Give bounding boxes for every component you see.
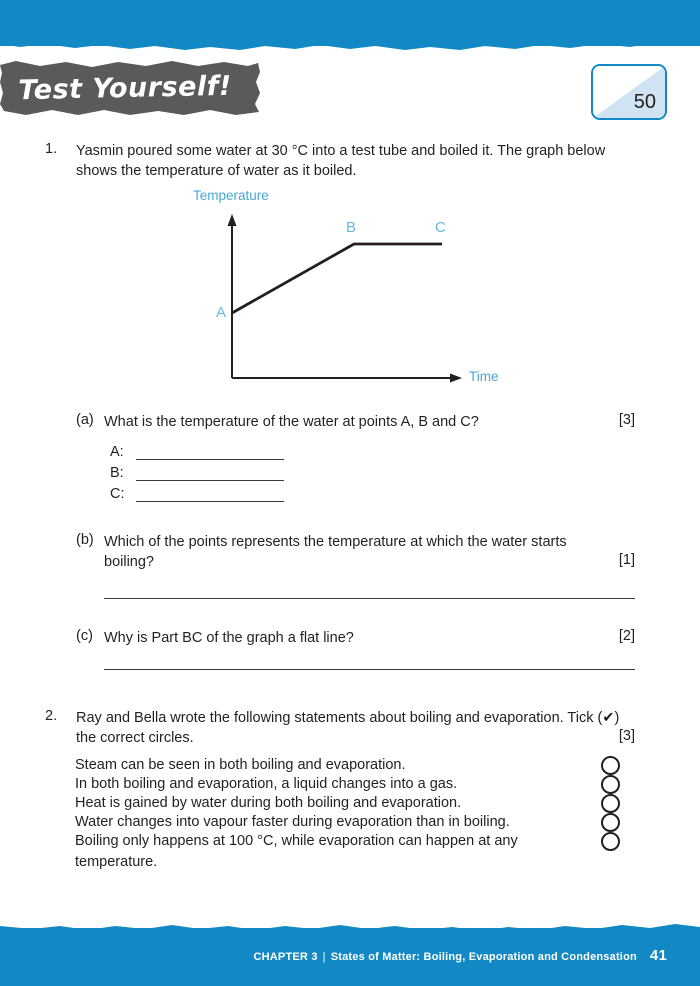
question-2-text: Ray and Bella wrote the following statements about boiling and evaporation. Tick (✔) the correct circles. (76, 710, 620, 746)
footer-separator: | (322, 951, 326, 963)
bottom-torn-edge (0, 920, 700, 934)
test-yourself-title: Test Yourself! (17, 70, 233, 106)
answer-line-a[interactable] (136, 459, 284, 460)
question-1c-text: Why is Part BC of the graph a flat line? (104, 630, 354, 646)
heating-curve-graph (180, 190, 520, 395)
score-total: 50 (633, 91, 656, 113)
tick-circle[interactable] (601, 756, 620, 775)
question-1c-marks: [2] (618, 628, 635, 644)
footer-chapter: CHAPTER 3 (253, 951, 318, 963)
question-2-marks: [3] (618, 728, 635, 744)
graph-x-axis-label: Time (469, 369, 499, 384)
score-box[interactable] (591, 64, 667, 120)
graph-point-label-c: C (435, 219, 446, 236)
tick-circle[interactable] (601, 813, 620, 832)
test-yourself-banner (0, 60, 262, 116)
question-1a-text: What is the temperature of the water at points A, B and C? (104, 414, 479, 430)
statement-item: Heat is gained by water during both boiling and evaporation. (75, 795, 462, 811)
footer-page-number: 41 (649, 947, 667, 964)
question-1a-label: (a) (76, 412, 94, 428)
statement-item: Steam can be seen in both boiling and evaporation. (75, 757, 406, 773)
statement-item: Water changes into vapour faster during evaporation than in boiling. (75, 814, 510, 830)
page-header (0, 60, 700, 122)
answer-line-b[interactable] (136, 480, 284, 481)
answer-tag-b: B: (110, 465, 124, 481)
question-1-text: Yasmin poured some water at 30 °C into a test tube and boiled it. The graph below shows the temperature of water as it boiled. (76, 143, 606, 179)
answer-line-c[interactable] (136, 501, 284, 502)
statement-item: Boiling only happens at 100 °C, while evaporation can happen at any temperature. (75, 833, 518, 870)
question-1b-marks: [1] (618, 552, 635, 568)
footer-title: States of Matter: Boiling, Evaporation and Condensation (330, 951, 637, 963)
answer-tag-c: C: (110, 486, 125, 502)
question-1b-label: (b) (76, 532, 94, 548)
answer-line-1b[interactable] (104, 598, 635, 599)
question-1-number: 1. (45, 141, 58, 157)
top-torn-edge (0, 38, 700, 52)
graph-point-label-b: B (346, 219, 357, 236)
footer (254, 947, 668, 964)
tick-circle[interactable] (601, 794, 620, 813)
statement-item: In both boiling and evaporation, a liquid changes into a gas. (75, 776, 458, 792)
answer-line-1c[interactable] (104, 669, 635, 670)
graph-y-axis-label: Temperature (193, 188, 269, 203)
question-1c-label: (c) (76, 628, 93, 644)
question-1b-text: Which of the points represents the temperature at which the water starts boiling? (104, 534, 567, 570)
answer-tag-a: A: (110, 444, 124, 460)
tick-circle[interactable] (601, 775, 620, 794)
question-1a-marks: [3] (618, 412, 635, 428)
graph-point-label-a: A (216, 304, 227, 321)
question-2-number: 2. (45, 708, 58, 724)
tick-circle[interactable] (601, 832, 620, 851)
